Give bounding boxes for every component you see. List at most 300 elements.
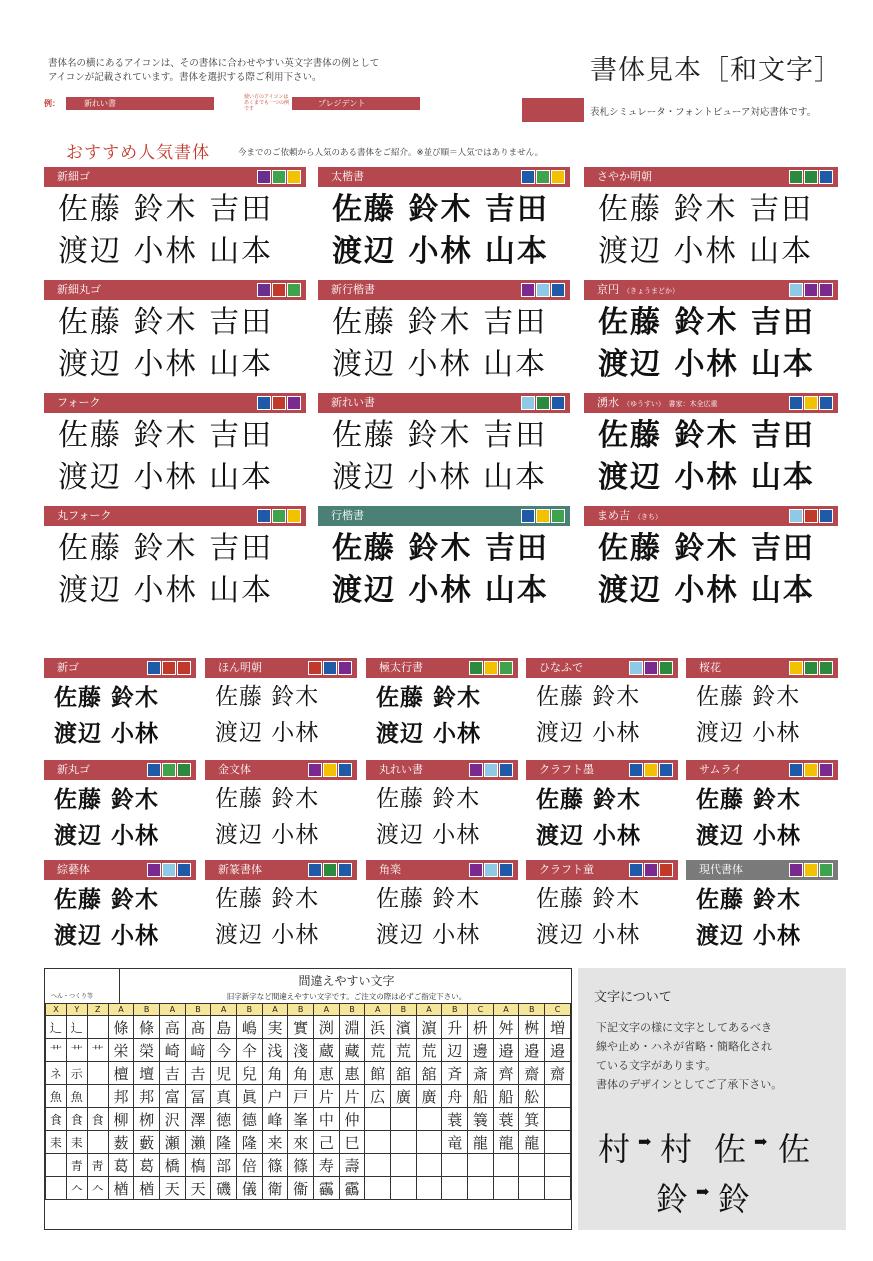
font-sample-line: 佐藤 鈴木 吉田 (598, 531, 815, 566)
char-cell: 沢 (159, 1108, 185, 1131)
font-name: 極太行書 (379, 661, 423, 674)
font-name-header (44, 506, 306, 526)
font-pairing-icon (536, 509, 550, 523)
example-font-name-2: プレジデント (318, 98, 366, 108)
font-pairing-icons (147, 661, 191, 675)
char-cell: 徳 (211, 1108, 237, 1131)
char-cell: 磯 (211, 1177, 237, 1200)
char-cell: 户 (262, 1085, 288, 1108)
char-cell (87, 1085, 108, 1108)
font-pairing-icons (521, 283, 565, 297)
char-cell (545, 1154, 571, 1177)
char-cell: 仐 (236, 1039, 262, 1062)
font-sample-line: 渡辺 小林 山本 (598, 573, 815, 608)
font-pairing-icon (287, 283, 301, 297)
font-pairing-icon (804, 283, 818, 297)
font-name: 丸れい書 (379, 763, 423, 776)
font-pairing-icon (147, 763, 161, 777)
font-pairing-icon (469, 863, 483, 877)
font-name: ひなふで (539, 661, 583, 674)
font-card (44, 658, 196, 750)
font-pairing-icon (789, 396, 803, 410)
font-card (686, 658, 838, 750)
char-cell: 真 (211, 1085, 237, 1108)
char-cell: 富 (159, 1085, 185, 1108)
char-cell: 壽 (339, 1154, 365, 1177)
char-cell: 実 (262, 1016, 288, 1039)
font-pairing-icon (177, 763, 191, 777)
table-row (46, 1131, 571, 1154)
char-cell: 斉 (442, 1062, 468, 1085)
font-pairing-icons (629, 863, 673, 877)
font-pairing-icons (789, 283, 833, 297)
font-name-header (526, 760, 678, 780)
simulator-note: 表札シミュレータ・フォントビューア対応書体です。 (590, 107, 817, 118)
font-card (318, 167, 570, 271)
char-cell (416, 1154, 442, 1177)
table-row (46, 1062, 571, 1085)
font-pairing-icons (308, 863, 352, 877)
char-cell: 衞 (288, 1177, 314, 1200)
char-cell: 浜 (365, 1016, 391, 1039)
font-pairing-icon (789, 509, 803, 523)
char-cell: 楢 (134, 1177, 160, 1200)
char-cell: 蓑 (442, 1108, 468, 1131)
font-sample-line: 佐藤 鈴木 (54, 886, 160, 913)
char-cell: 来 (262, 1131, 288, 1154)
column-header: B (519, 1004, 545, 1016)
char-cell (365, 1108, 391, 1131)
font-pairing-icons (629, 661, 673, 675)
font-pairing-icon (819, 283, 833, 297)
char-cell: 邦 (108, 1085, 134, 1108)
font-pairing-icon (629, 661, 643, 675)
char-cell: 辶 (46, 1016, 67, 1039)
font-sample-line: 渡辺 小林 山本 (332, 234, 549, 269)
char-cell: 角 (288, 1062, 314, 1085)
char-cell: 巳 (339, 1131, 365, 1154)
confusing-characters-table (44, 968, 572, 1230)
font-name: 新細丸ゴ (57, 283, 101, 296)
column-header: A (493, 1004, 519, 1016)
font-pairing-icon (287, 170, 301, 184)
font-pairing-icon (257, 283, 271, 297)
char-cell: 條 (108, 1016, 134, 1039)
font-pairing-icon (644, 863, 658, 877)
char-cell (493, 1154, 519, 1177)
char-cell (442, 1154, 468, 1177)
font-card (44, 506, 306, 610)
example-char: 村 (660, 1130, 693, 1168)
font-sample-line: 佐藤 鈴木 吉田 (598, 305, 815, 340)
font-pairing-icon (257, 509, 271, 523)
column-header: Y (66, 1004, 87, 1016)
font-pairing-icon (804, 170, 818, 184)
font-card (584, 506, 838, 610)
char-cell (365, 1177, 391, 1200)
font-sample-line: 渡辺 小林 山本 (598, 347, 815, 382)
char-cell: 辶 (66, 1016, 87, 1039)
font-sample-line: 佐藤 鈴木 (54, 786, 160, 813)
char-cell: 榮 (134, 1039, 160, 1062)
column-header: A (314, 1004, 340, 1016)
font-pairing-icon (629, 763, 643, 777)
char-cell (468, 1177, 494, 1200)
font-sample-line: 佐藤 鈴木 (696, 786, 802, 813)
about-body (596, 1018, 782, 1094)
char-cell: 濱 (391, 1016, 417, 1039)
font-sample-line: 佐藤 鈴木 (536, 886, 641, 912)
font-pairing-icon (819, 661, 833, 675)
char-cell: 舘 (416, 1062, 442, 1085)
font-pairing-icon (162, 863, 176, 877)
font-name: 新篆書体 (218, 863, 262, 876)
char-cell: 竜 (442, 1131, 468, 1154)
font-pairing-icon (499, 661, 513, 675)
font-pairing-icons (257, 283, 301, 297)
font-name-header (686, 760, 838, 780)
font-card (366, 860, 518, 952)
char-cell: 衛 (262, 1177, 288, 1200)
char-cell (493, 1177, 519, 1200)
font-name-header (686, 658, 838, 678)
column-header: B (391, 1004, 417, 1016)
font-pairing-icon (804, 763, 818, 777)
char-cell: 葛 (108, 1154, 134, 1177)
font-name-header (686, 860, 838, 880)
column-header: A (108, 1004, 134, 1016)
table-row (46, 1016, 571, 1039)
font-name-header (44, 167, 306, 187)
char-cell: 澤 (185, 1108, 211, 1131)
char-cell: 荒 (391, 1039, 417, 1062)
font-pairing-icon (521, 509, 535, 523)
font-name-header (318, 280, 570, 300)
font-card (44, 760, 196, 852)
example-char: 佐 (714, 1130, 747, 1168)
font-card (366, 658, 518, 750)
char-cell: 靏 (314, 1177, 340, 1200)
font-sample-line: 佐藤 鈴木 吉田 (58, 418, 274, 453)
font-pairing-icon (338, 661, 352, 675)
font-pairing-icon (484, 863, 498, 877)
font-pairing-icon (338, 763, 352, 777)
font-pairing-icon (484, 661, 498, 675)
font-name: 新行楷書 (331, 283, 375, 296)
font-sample-line: 佐藤 鈴木 吉田 (58, 305, 274, 340)
section-subtitle: 今までのご依頼から人気のある書体をご紹介。※並び順＝人気ではありません。 (238, 148, 544, 158)
font-card (318, 280, 570, 384)
char-cell (391, 1177, 417, 1200)
font-pairing-icons (789, 170, 833, 184)
font-pairing-icon (789, 170, 803, 184)
font-pairing-icon (819, 509, 833, 523)
font-pairing-icon (162, 763, 176, 777)
char-cell: 齋 (519, 1062, 545, 1085)
font-sample-line: 渡辺 小林 (536, 720, 641, 746)
font-name-header (318, 167, 570, 187)
font-pairing-icon (804, 661, 818, 675)
char-cell: 邦 (134, 1085, 160, 1108)
font-name: 新細ゴ (57, 170, 90, 183)
font-pairing-icons (469, 863, 513, 877)
font-name-header (205, 760, 357, 780)
example-char: 鈴 (718, 1180, 751, 1218)
font-name: クラフト墨 (539, 763, 594, 776)
font-pairing-icon (551, 509, 565, 523)
font-sample-line: 佐藤 鈴木 吉田 (58, 531, 274, 566)
font-name-header (526, 860, 678, 880)
char-cell: 儀 (236, 1177, 262, 1200)
char-cell: 隆 (211, 1131, 237, 1154)
example-note: 使い方のアイコンはあくまでも一つの例です (244, 94, 290, 112)
column-header: A (159, 1004, 185, 1016)
font-sample-line: 佐藤 鈴木 (696, 684, 801, 710)
font-sample-line: 渡辺 小林 (696, 720, 801, 746)
font-sample-line: 渡辺 小林 (696, 922, 802, 949)
font-card (205, 760, 357, 852)
font-pairing-icon (162, 661, 176, 675)
char-cell: 浅 (262, 1039, 288, 1062)
font-card (526, 860, 678, 952)
char-cell: 薮 (108, 1131, 134, 1154)
char-cell (391, 1108, 417, 1131)
font-card (318, 506, 570, 610)
char-cell: 檀 (108, 1062, 134, 1085)
char-cell: 蔵 (314, 1039, 340, 1062)
font-sample-line: 渡辺 小林 山本 (332, 460, 548, 495)
char-cell (391, 1154, 417, 1177)
column-header: A (365, 1004, 391, 1016)
char-cell: 篠 (288, 1154, 314, 1177)
table-row (46, 1085, 571, 1108)
char-cell: 來 (288, 1131, 314, 1154)
font-name-header (205, 658, 357, 678)
font-sample-line: 渡辺 小林 山本 (58, 573, 274, 608)
font-pairing-icons (469, 661, 513, 675)
font-pairing-icon (551, 170, 565, 184)
char-cell (87, 1016, 108, 1039)
example-char: 村 (598, 1130, 631, 1168)
font-sample-line: 渡辺 小林 (376, 922, 481, 948)
table-subtitle: 旧字新字など間違えやすい文字です。ご注文の際は必ずご指定下さい。 (226, 992, 467, 1001)
font-name: 湧水 (597, 396, 619, 409)
font-name: 京円 (597, 283, 619, 296)
char-cell: 船 (493, 1085, 519, 1108)
font-pairing-icons (789, 509, 833, 523)
font-pairing-icons (469, 763, 513, 777)
char-cell: 増 (545, 1016, 571, 1039)
font-pairing-icons (147, 863, 191, 877)
font-card (44, 393, 306, 497)
char-cell: 渕 (314, 1016, 340, 1039)
column-header: B (339, 1004, 365, 1016)
char-cell: 舘 (391, 1062, 417, 1085)
column-header: B (185, 1004, 211, 1016)
char-cell: 崎 (159, 1039, 185, 1062)
font-name-header (366, 658, 518, 678)
char-cell: 己 (314, 1131, 340, 1154)
about-line: ている文字があります。 (596, 1059, 717, 1072)
font-sample-line: 渡辺 小林 (215, 720, 320, 746)
font-name-header (318, 393, 570, 413)
char-cell: 桝 (519, 1016, 545, 1039)
table-row (46, 1177, 571, 1200)
char-cell: 魚 (46, 1085, 67, 1108)
about-line: 書体のデザインとしてご了承下さい。 (596, 1078, 783, 1091)
font-sample-line: 渡辺 小林 山本 (58, 234, 274, 269)
font-name: 新れい書 (331, 396, 375, 409)
font-pairing-icons (629, 763, 673, 777)
font-name-header (584, 280, 838, 300)
font-name: 丸フォーク (57, 509, 112, 522)
column-header: Z (87, 1004, 108, 1016)
font-pairing-icon (177, 863, 191, 877)
about-line: 線や止め・ハネが省略・簡略化され (596, 1040, 772, 1053)
char-cell: 角 (262, 1062, 288, 1085)
column-header: B (134, 1004, 160, 1016)
font-pairing-icon (804, 509, 818, 523)
font-pairing-icon (177, 661, 191, 675)
font-sample-line: 渡辺 小林 (696, 822, 802, 849)
font-pairing-icons (308, 763, 352, 777)
table-row (46, 1108, 571, 1131)
font-pairing-icon (659, 661, 673, 675)
char-cell (545, 1085, 571, 1108)
char-cell: 箕 (519, 1108, 545, 1131)
font-name: フォーク (57, 396, 101, 409)
font-sample-line: 渡辺 小林 山本 (332, 573, 549, 608)
font-card (366, 760, 518, 852)
char-cell: 橋 (159, 1154, 185, 1177)
font-card (44, 167, 306, 271)
font-pairing-icon (789, 763, 803, 777)
char-cell: 天 (159, 1177, 185, 1200)
intro-line: 書体名の横にあるアイコンは、その書体に合わせやすい英文字書体の例として (48, 58, 380, 69)
font-name: ほん明朝 (218, 661, 262, 674)
char-cell: 濵 (416, 1016, 442, 1039)
font-pairing-icons (257, 396, 301, 410)
char-cell: 舛 (493, 1016, 519, 1039)
font-pairing-icon (308, 661, 322, 675)
font-sample-line: 渡辺 小林 山本 (58, 460, 274, 495)
about-characters-panel (578, 968, 846, 1230)
font-card (526, 658, 678, 750)
font-pairing-icon (257, 170, 271, 184)
font-name: 角楽 (379, 863, 401, 876)
font-name-header (205, 860, 357, 880)
char-cell (545, 1108, 571, 1131)
char-cell: 恵 (314, 1062, 340, 1085)
font-pairing-icon (659, 863, 673, 877)
font-name-header (526, 658, 678, 678)
char-cell: 魚 (66, 1085, 87, 1108)
char-cell (416, 1108, 442, 1131)
font-sample-line: 佐藤 鈴木 吉田 (332, 531, 549, 566)
char-cell: 壇 (134, 1062, 160, 1085)
font-pairing-icon (338, 863, 352, 877)
font-pairing-icon (819, 763, 833, 777)
char-cell (365, 1154, 391, 1177)
font-sample-line: 佐藤 鈴木 (376, 786, 481, 812)
char-cell: 倍 (236, 1154, 262, 1177)
font-pairing-icon (323, 863, 337, 877)
char-cell: 齋 (545, 1062, 571, 1085)
char-cell: 部 (211, 1154, 237, 1177)
font-pairing-icon (789, 863, 803, 877)
char-cell: 高 (159, 1016, 185, 1039)
font-name: 行楷書 (331, 509, 364, 522)
char-cell: 広 (365, 1085, 391, 1108)
char-cell: 淺 (288, 1039, 314, 1062)
font-sample-line: 佐藤 鈴木 (215, 684, 320, 710)
char-cell: 舟 (442, 1085, 468, 1108)
char-cell: 柳 (108, 1108, 134, 1131)
font-sample-line: 佐藤 鈴木 吉田 (332, 418, 548, 453)
font-pairing-icon (272, 396, 286, 410)
char-cell: 廣 (416, 1085, 442, 1108)
font-sample-line: 佐藤 鈴木 (54, 684, 160, 711)
char-cell: 隆 (236, 1131, 262, 1154)
char-cell: 耒 (66, 1131, 87, 1154)
char-cell (87, 1131, 108, 1154)
char-cell: 荒 (365, 1039, 391, 1062)
char-cell: 吉 (159, 1062, 185, 1085)
font-name: まめ吉 (597, 509, 630, 522)
char-cell: 淵 (339, 1016, 365, 1039)
char-cell: 舩 (519, 1085, 545, 1108)
char-cell: 兒 (236, 1062, 262, 1085)
char-cell: 寿 (314, 1154, 340, 1177)
char-cell (442, 1177, 468, 1200)
about-title: 文字について (594, 990, 672, 1005)
font-name: 金文体 (218, 763, 251, 776)
char-cell: 斎 (468, 1062, 494, 1085)
font-pairing-icons (789, 763, 833, 777)
font-reading: （きょうまどか） (623, 287, 679, 295)
example-font-bar (66, 97, 214, 110)
font-pairing-icon (629, 863, 643, 877)
char-cell (391, 1131, 417, 1154)
char-cell: 惠 (339, 1062, 365, 1085)
char-cell: 實 (288, 1016, 314, 1039)
font-reading: （ゆうすい） 書家：木全広重 (623, 400, 718, 408)
font-name-header (44, 280, 306, 300)
font-name: 新ゴ (57, 661, 79, 674)
char-cell: 龍 (519, 1131, 545, 1154)
font-sample-line: 佐藤 鈴木 吉田 (58, 192, 274, 227)
font-sample-line: 渡辺 小林 (215, 922, 320, 948)
font-sample-line: 渡辺 小林 山本 (598, 460, 815, 495)
font-pairing-icon (272, 170, 286, 184)
arrow-icon: ➡ (754, 1132, 768, 1151)
font-pairing-icon (804, 863, 818, 877)
font-name-header (44, 760, 196, 780)
example-char: 佐 (778, 1130, 811, 1168)
char-cell (46, 1154, 67, 1177)
column-header: B (236, 1004, 262, 1016)
font-name-header (44, 393, 306, 413)
char-cell: 食 (87, 1108, 108, 1131)
font-sample-line: 渡辺 小林 (54, 822, 160, 849)
char-cell: 龍 (468, 1131, 494, 1154)
char-cell: ネ (46, 1062, 67, 1085)
font-sample-line: 佐藤 鈴木 (376, 684, 482, 711)
char-cell: 藏 (339, 1039, 365, 1062)
font-pairing-icon (147, 661, 161, 675)
char-cell: 﨑 (185, 1039, 211, 1062)
char-cell: 靍 (339, 1177, 365, 1200)
